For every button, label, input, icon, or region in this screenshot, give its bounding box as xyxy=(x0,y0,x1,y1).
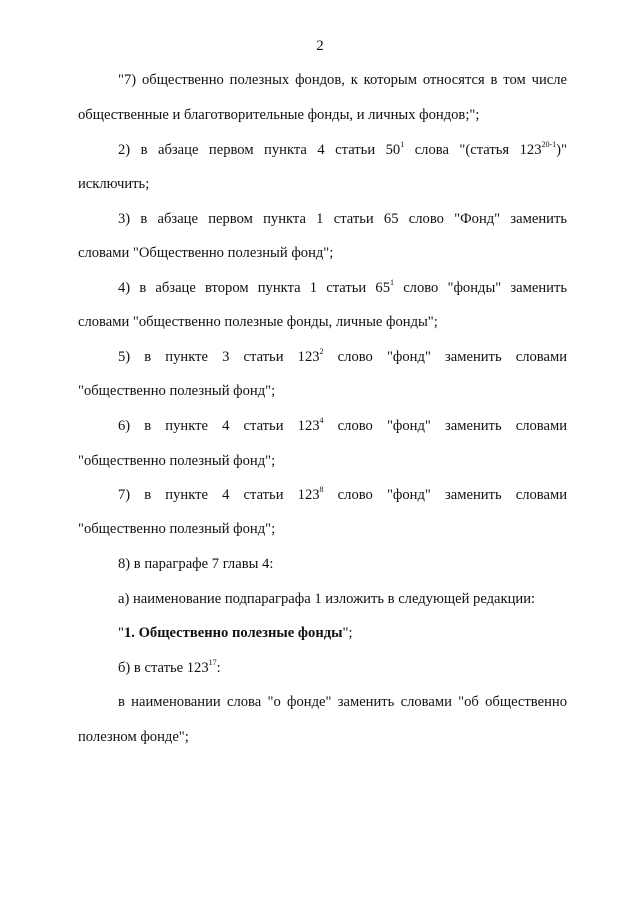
superscript: 8 xyxy=(319,485,324,494)
text-line: словами "общественно полезные фонды, личные фонды"; xyxy=(78,314,438,330)
text-segment: слово "фонд" заменить словами xyxy=(323,349,568,365)
text-line: полезном фонде"; xyxy=(78,729,189,745)
text-segment: 6) в пункте 4 статьи 123 xyxy=(118,418,320,434)
text-segment: : xyxy=(216,660,221,676)
text-segment: слова "(статья 123 xyxy=(404,142,542,158)
text-segment: 4) в абзаце втором пункта 1 статьи 65 xyxy=(118,280,391,296)
text-segment: 5) в пункте 3 статьи 123 xyxy=(118,349,320,365)
text-line xyxy=(118,417,567,435)
text-line xyxy=(118,279,567,297)
text-line xyxy=(118,141,567,159)
text-line xyxy=(118,348,567,366)
text-segment: )" xyxy=(556,142,567,158)
text-segment: 7) в пункте 4 статьи 123 xyxy=(118,487,320,503)
text-line xyxy=(118,659,567,677)
superscript: 17 xyxy=(208,658,217,667)
text-segment: слово "фонды" заменить xyxy=(394,280,568,296)
text-line: "общественно полезный фонд"; xyxy=(78,383,276,399)
page-number: 2 xyxy=(316,38,324,54)
quote-mark: "; xyxy=(342,625,353,641)
text-segment: 2) в абзаце первом пункта 4 статьи 50 xyxy=(118,142,401,158)
text-line: общественные и благотворительные фонды, и личных фондов;"; xyxy=(78,107,480,123)
text-line xyxy=(118,486,567,504)
quote-mark: " xyxy=(118,625,124,641)
text-line: в наименовании слова "о фонде" заменить словами "об общественно xyxy=(118,694,567,710)
text-line: исключить; xyxy=(78,176,150,192)
text-line xyxy=(118,624,567,642)
text-line: а) наименование подпараграфа 1 изложить в следующей редакции: xyxy=(118,591,536,607)
superscript: 1 xyxy=(400,140,405,149)
text-line: 3) в абзаце первом пункта 1 статьи 65 слово "Фонд" заменить xyxy=(118,211,567,227)
text-line: словами "Общественно полезный фонд"; xyxy=(78,245,334,261)
superscript: 20-1 xyxy=(541,140,557,149)
text-line: 8) в параграфе 7 главы 4: xyxy=(118,556,274,572)
superscript: 4 xyxy=(319,416,324,425)
bold-heading: 1. Общественно полезные фонды xyxy=(123,625,343,641)
text-line: "7) общественно полезных фондов, к которым относятся в том числе xyxy=(118,72,567,88)
text-segment: слово "фонд" заменить словами xyxy=(323,487,568,503)
text-line: "общественно полезный фонд"; xyxy=(78,453,276,469)
superscript: 2 xyxy=(319,347,324,356)
text-segment: б) в статье 123 xyxy=(118,660,209,676)
text-line: "общественно полезный фонд"; xyxy=(78,521,276,537)
superscript: 1 xyxy=(390,278,395,287)
text-segment: слово "фонд" заменить словами xyxy=(323,418,568,434)
